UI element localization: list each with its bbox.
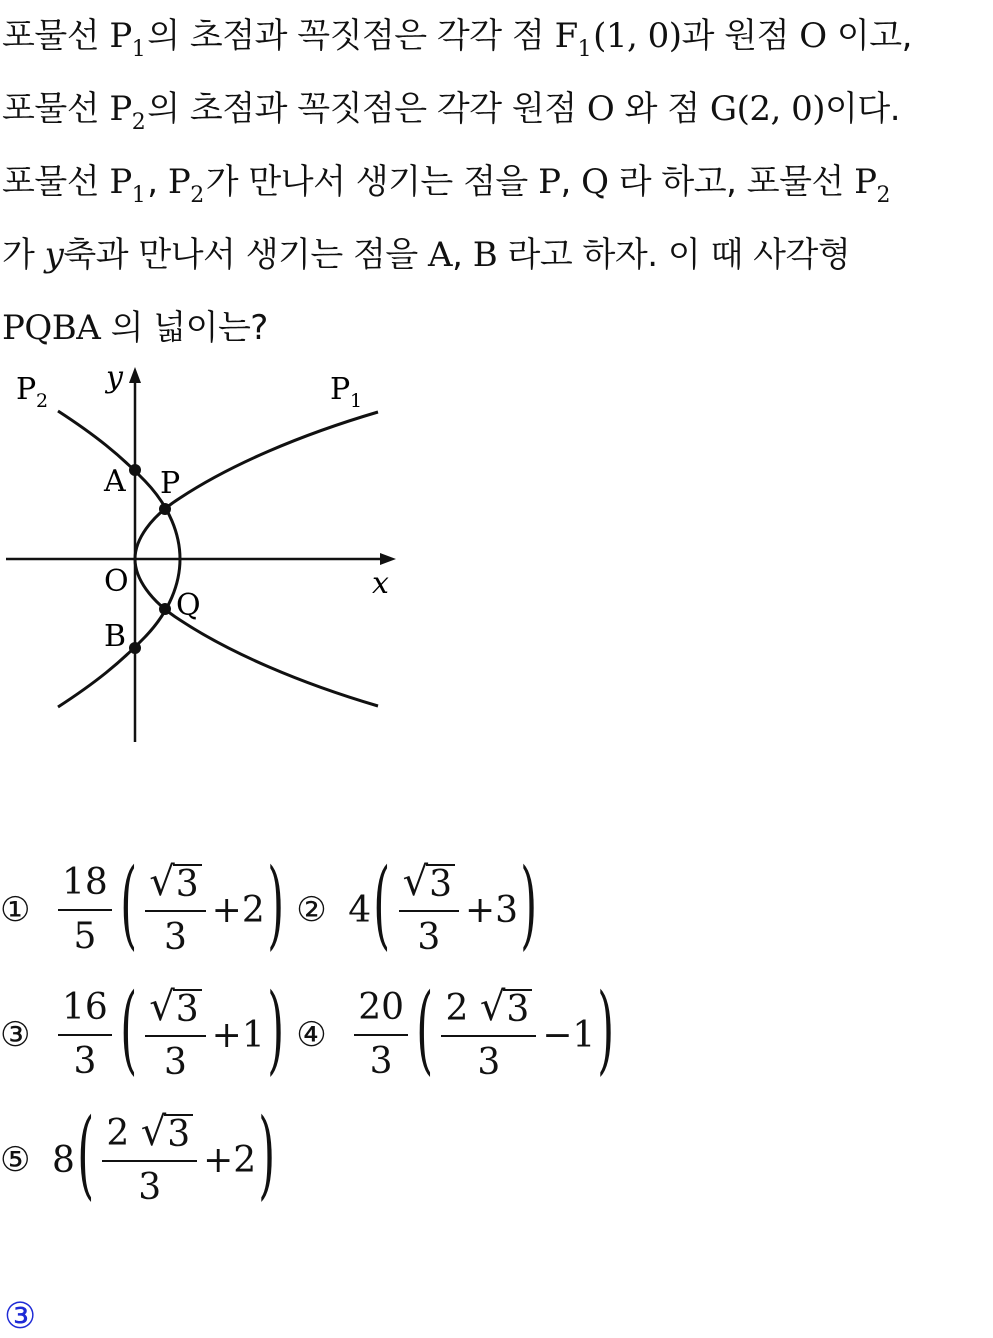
radicand: 3	[426, 864, 455, 904]
text: 축과 만나서 생기는 점을	[63, 235, 429, 275]
right-paren: )	[597, 973, 615, 1085]
subscript: 2	[131, 110, 146, 135]
parabola-p2-label: P	[109, 89, 132, 129]
point-b	[129, 642, 141, 654]
fraction	[58, 861, 112, 959]
x-axis-arrow	[380, 553, 396, 565]
radicand: 3	[173, 989, 202, 1029]
fraction	[399, 860, 459, 960]
y-axis-label: y	[106, 360, 123, 395]
text: 의 넓이는?	[100, 308, 268, 348]
choice-1-number[interactable]: ①	[0, 890, 31, 930]
right-paren: )	[267, 848, 284, 960]
label-b: B	[104, 619, 127, 654]
choice-row-1	[0, 848, 540, 965]
radical-sign: √	[149, 984, 175, 1030]
denominator: 3	[164, 1042, 187, 1083]
origin-label: O	[586, 89, 615, 129]
text: ,	[452, 235, 473, 275]
label-a: A	[104, 464, 126, 499]
y-axis-arrow	[129, 367, 141, 383]
text: ,	[147, 162, 168, 202]
sqrt	[149, 985, 201, 1029]
denominator: 3	[417, 917, 441, 958]
text: 라 하고, 포물선	[608, 162, 855, 202]
numerator	[399, 860, 459, 912]
denominator: 3	[477, 1042, 501, 1083]
point-b-label: B	[472, 235, 498, 275]
problem-line-4	[2, 219, 992, 292]
left-paren: (	[120, 973, 137, 1085]
point-g-label: G	[709, 89, 737, 129]
numerator	[102, 1110, 197, 1162]
point-p	[159, 503, 171, 515]
fraction	[145, 860, 205, 960]
sqrt	[149, 860, 201, 904]
fraction	[145, 985, 205, 1085]
operator: +	[464, 889, 496, 931]
problem-line-2	[2, 73, 992, 146]
numerator	[441, 985, 536, 1037]
sqrt	[480, 985, 532, 1029]
numerator	[145, 860, 205, 912]
label-p: P	[160, 466, 181, 501]
right-paren: )	[258, 1098, 276, 1210]
radicand: 3	[503, 989, 532, 1029]
left-paren: (	[77, 1098, 95, 1210]
left-paren: (	[373, 848, 391, 960]
y-variable: y	[44, 235, 64, 275]
denominator: 3	[164, 917, 187, 958]
radicand: 3	[173, 864, 202, 904]
choice-5-number[interactable]: ⑤	[0, 1140, 31, 1180]
constant: 3	[495, 889, 519, 931]
coefficient: 4	[348, 889, 372, 931]
constant: 1	[572, 1014, 596, 1056]
operator: +	[211, 1014, 242, 1056]
text: 가 만나서 생기는 점을	[205, 162, 539, 202]
problem-text	[2, 0, 992, 365]
denominator: 3	[369, 1041, 393, 1082]
numerator: 18	[58, 861, 112, 911]
point-a	[129, 464, 141, 476]
problem-line-1	[2, 0, 992, 73]
choice-4-expression[interactable]	[348, 973, 617, 1085]
parabola-p2-label: P	[854, 162, 877, 202]
radicand: 3	[164, 1114, 193, 1154]
text: 이고,	[826, 16, 912, 56]
label-q: Q	[176, 588, 201, 623]
choice-5-expression[interactable]	[52, 1098, 278, 1210]
choice-2-number[interactable]: ②	[296, 890, 327, 930]
parabola-p2-label: P	[167, 162, 191, 202]
text: 의 초점과 꼭짓점은 각각 점	[147, 16, 555, 56]
parabola-p1-label: P	[109, 16, 132, 56]
numerator: 20	[354, 986, 408, 1036]
label-p1: P	[330, 372, 351, 407]
text: 포물선	[2, 16, 110, 56]
parabola-figure	[0, 355, 420, 755]
text: 의 초점과 꼭짓점은 각각 원점	[147, 89, 587, 129]
choice-4-number[interactable]: ④	[296, 1015, 327, 1055]
fraction	[354, 986, 408, 1084]
constant: 2	[241, 889, 265, 931]
text: 와 점	[614, 89, 710, 129]
radical-sign: √	[402, 859, 429, 905]
parabola-p1-label: P	[109, 162, 132, 202]
choice-2-expression[interactable]	[348, 848, 539, 960]
radical-sign: √	[479, 984, 506, 1030]
focus-f1-label: F	[554, 16, 578, 56]
choice-3-expression[interactable]	[52, 973, 286, 1085]
subscript: 1	[131, 183, 146, 208]
radical-coefficient: 2	[445, 988, 469, 1029]
label-p1-sub: 1	[350, 390, 363, 412]
point-a-label: A	[428, 235, 453, 275]
operator: −	[542, 1014, 573, 1056]
text: ,	[560, 162, 582, 202]
label-p2-sub: 2	[36, 390, 49, 412]
origin-label: O	[104, 564, 129, 599]
operator: +	[203, 1139, 234, 1181]
fraction	[441, 985, 536, 1085]
denominator: 3	[138, 1167, 162, 1208]
problem-line-3	[2, 146, 992, 219]
choice-3-number[interactable]: ③	[0, 1015, 31, 1055]
text: 가	[2, 235, 45, 275]
right-paren: )	[267, 973, 284, 1085]
text: 이다.	[825, 89, 900, 129]
coordinate: (1, 0)	[593, 16, 682, 56]
fraction	[102, 1110, 197, 1210]
choice-1-expression[interactable]	[52, 848, 286, 960]
sqrt	[403, 860, 455, 904]
subscript: 1	[131, 37, 146, 62]
text: 과 원점	[681, 16, 800, 56]
point-q	[159, 603, 171, 615]
radical-coefficient: 2	[106, 1113, 130, 1154]
subscript: 1	[577, 37, 592, 62]
operator: +	[211, 889, 242, 931]
choice-row-3	[0, 1098, 278, 1215]
denominator: 5	[73, 916, 97, 957]
x-axis-label: x	[372, 566, 389, 601]
radical-sign: √	[149, 859, 175, 905]
left-paren: (	[120, 848, 137, 960]
choice-row-2	[0, 973, 617, 1090]
right-paren: )	[520, 848, 538, 960]
coordinate: (2, 0)	[736, 89, 825, 129]
denominator: 3	[73, 1041, 97, 1082]
fraction	[58, 986, 112, 1084]
numerator: 16	[58, 986, 112, 1036]
origin-label: O	[799, 16, 827, 56]
quadrilateral-label: PQBA	[2, 308, 101, 348]
left-paren: (	[416, 973, 434, 1085]
constant: 1	[241, 1014, 265, 1056]
answer-marker: ③	[4, 1296, 37, 1337]
coefficient: 8	[52, 1139, 75, 1181]
subscript: 2	[876, 183, 890, 208]
constant: 2	[233, 1139, 257, 1181]
text: 포물선	[2, 89, 110, 129]
numerator	[145, 985, 205, 1037]
text: 포물선	[2, 162, 110, 202]
sqrt	[141, 1110, 193, 1154]
label-p2: P	[16, 372, 37, 407]
point-q-label: Q	[581, 162, 609, 202]
subscript: 2	[190, 183, 204, 208]
point-p-label: P	[538, 162, 561, 202]
radical-sign: √	[140, 1109, 167, 1155]
text: 라고 하자. 이 때 사각형	[497, 235, 851, 275]
